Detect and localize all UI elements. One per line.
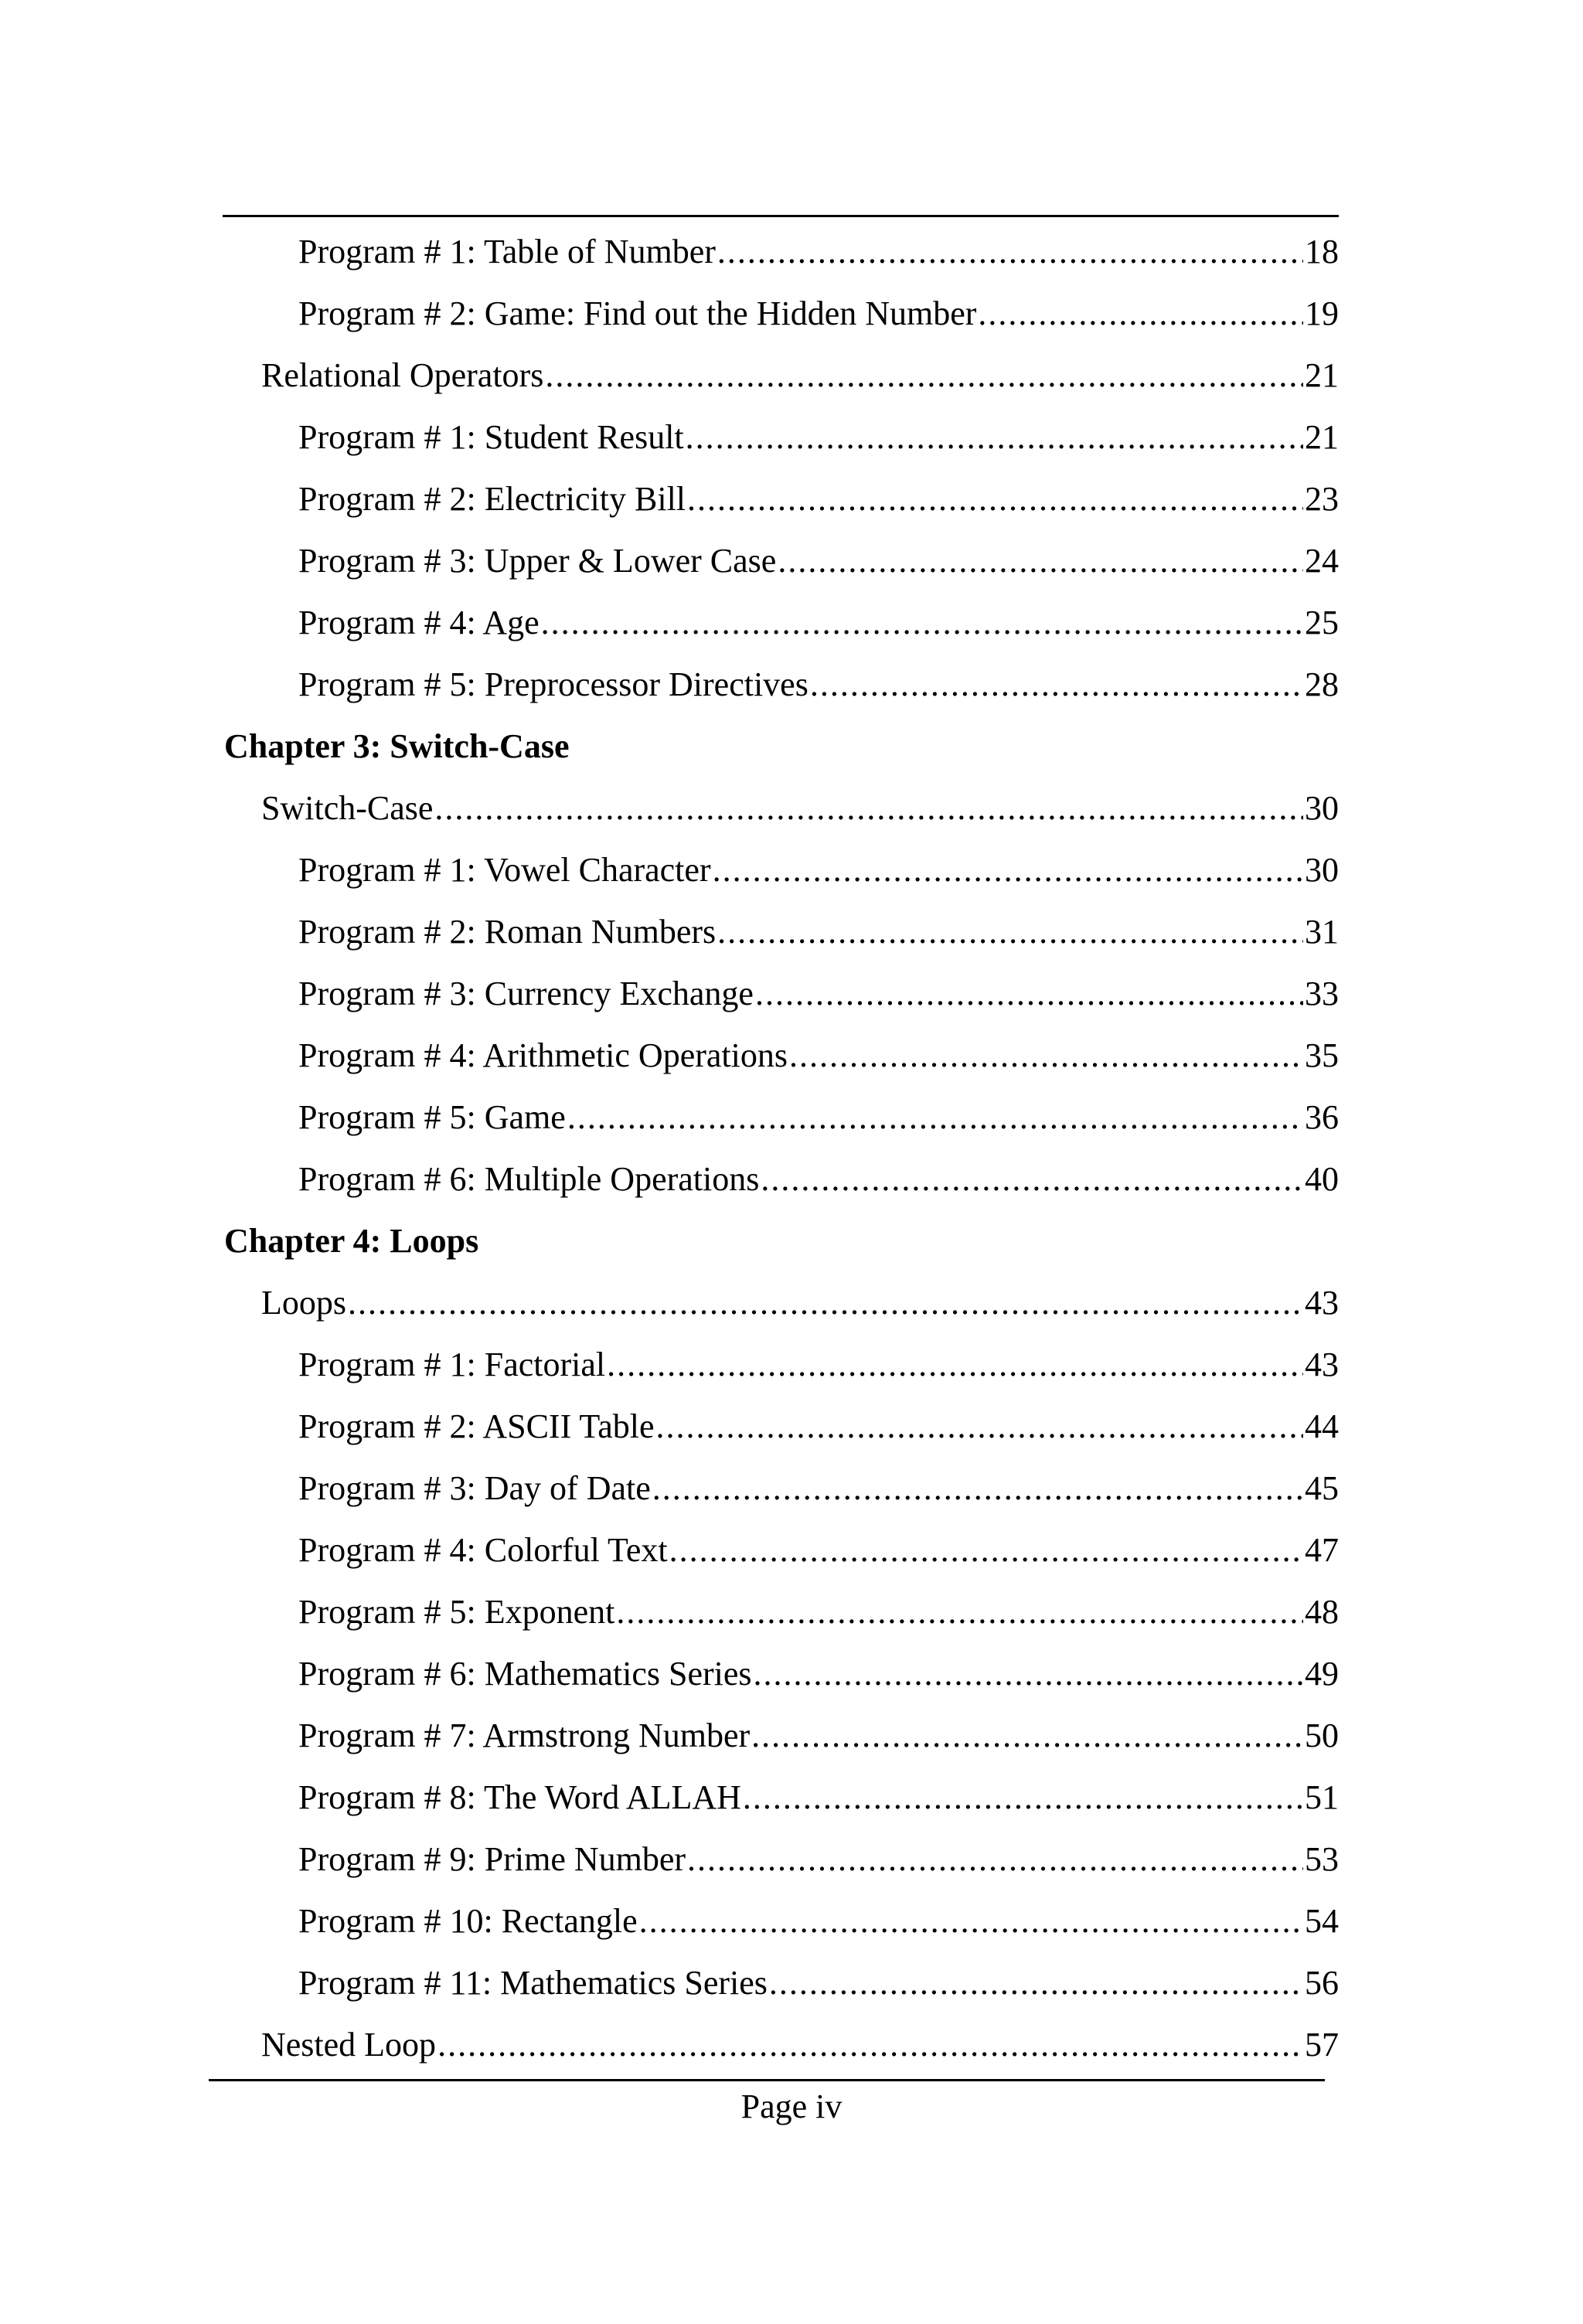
toc-page-number: 33 (1305, 975, 1339, 1012)
toc-entry[interactable] (223, 1643, 1339, 1705)
toc-entry[interactable] (223, 592, 1339, 654)
toc-entry[interactable] (223, 1952, 1339, 2014)
toc-entry[interactable] (223, 530, 1339, 592)
toc-leader-dots (713, 853, 1303, 887)
toc-page-number: 45 (1305, 1469, 1339, 1507)
toc-chapter-heading (223, 716, 1339, 778)
toc-entry-title: Program # 5: Game (298, 1098, 566, 1136)
toc-page-number: 31 (1305, 913, 1339, 951)
toc-leader-dots (717, 235, 1303, 269)
toc-page-number: 30 (1305, 789, 1339, 827)
toc-leader-dots (810, 668, 1303, 702)
toc-entry-title: Program # 6: Multiple Operations (298, 1160, 760, 1198)
toc-entry[interactable] (223, 1890, 1339, 1952)
toc-entry-title: Program # 6: Mathematics Series (298, 1655, 752, 1693)
toc-page-number: 35 (1305, 1036, 1339, 1074)
toc-entry[interactable] (223, 654, 1339, 716)
toc-entry[interactable] (223, 345, 1339, 407)
toc-leader-dots (607, 1348, 1303, 1382)
toc-leader-dots (978, 297, 1303, 331)
page-number-label: Page iv (740, 2087, 843, 2125)
toc-page-number: 53 (1305, 1840, 1339, 1878)
toc-entry[interactable] (223, 1148, 1339, 1210)
toc-entry-title: Program # 2: Roman Numbers (298, 913, 717, 951)
toc-page-number: 56 (1305, 1964, 1339, 2002)
toc-entry[interactable] (223, 1767, 1339, 1829)
toc-leader-dots (437, 2028, 1303, 2062)
toc-page-number: 51 (1305, 1778, 1339, 1816)
toc-entry[interactable] (223, 1705, 1339, 1767)
toc-page-number: 21 (1305, 356, 1339, 394)
toc-entry-title: Program # 8: The Word ALLAH (298, 1778, 741, 1816)
toc-entry-title: Relational Operators (261, 356, 544, 394)
toc-leader-dots (545, 359, 1303, 393)
toc-leader-dots (616, 1595, 1303, 1629)
toc-entry-title: Program # 2: Electricity Bill (298, 480, 686, 518)
toc-leader-dots (789, 1039, 1303, 1073)
toc-entry[interactable] (223, 1458, 1339, 1519)
toc-leader-dots (751, 1719, 1303, 1753)
toc-entry-title: Loops (261, 1284, 346, 1322)
toc-leader-dots (656, 1410, 1303, 1444)
toc-entry-title: Program # 3: Currency Exchange (298, 975, 754, 1012)
toc-page-number: 30 (1305, 851, 1339, 889)
toc-leader-dots (754, 1657, 1303, 1691)
toc-leader-dots (687, 1843, 1303, 1877)
toc-entry-title: Program # 10: Rectangle (298, 1902, 638, 1940)
toc-entry-title: Program # 1: Table of Number (298, 233, 716, 271)
page-number-footer (0, 2079, 1583, 2133)
toc-page-number: 36 (1305, 1098, 1339, 1136)
toc-entry-title: Program # 4: Age (298, 604, 540, 641)
toc-page-number: 21 (1305, 418, 1339, 456)
toc-entry-title: Program # 5: Exponent (298, 1593, 615, 1631)
toc-leader-dots (761, 1162, 1303, 1196)
toc-page-number: 40 (1305, 1160, 1339, 1198)
toc-page-number: 23 (1305, 480, 1339, 518)
toc-leader-dots (541, 606, 1303, 640)
toc-page-number: 49 (1305, 1655, 1339, 1693)
toc-entry-title: Program # 11: Mathematics Series (298, 1964, 768, 2002)
toc-entry-title: Program # 4: Arithmetic Operations (298, 1036, 788, 1074)
toc-page-number: 43 (1305, 1346, 1339, 1383)
toc-page-number: 50 (1305, 1717, 1339, 1754)
toc-entry[interactable] (223, 1087, 1339, 1148)
toc-page-number: 25 (1305, 604, 1339, 641)
toc-entry[interactable] (223, 1272, 1339, 1334)
toc-entry-title: Program # 3: Upper & Lower Case (298, 542, 777, 580)
toc-leader-dots (686, 420, 1303, 454)
toc-entry[interactable] (223, 1581, 1339, 1643)
toc-entry[interactable] (223, 901, 1339, 963)
toc-entry[interactable] (223, 2014, 1339, 2076)
toc-page-number: 48 (1305, 1593, 1339, 1631)
toc-leader-dots (567, 1101, 1303, 1135)
toc-entry-title: Program # 5: Preprocessor Directives (298, 665, 809, 703)
toc-page-number: 54 (1305, 1902, 1339, 1940)
toc-page-number: 57 (1305, 2026, 1339, 2064)
toc-entry-title: Program # 2: ASCII Table (298, 1407, 655, 1445)
chapter-title: Chapter 3: Switch-Case (224, 727, 570, 765)
toc-entry-title: Program # 1: Student Result (298, 418, 684, 456)
toc-entry-title: Program # 1: Vowel Character (298, 851, 711, 889)
toc-entry-title: Program # 4: Colorful Text (298, 1531, 668, 1569)
toc-leader-dots (755, 977, 1303, 1011)
toc-entry[interactable] (223, 1396, 1339, 1458)
toc-entry[interactable] (223, 407, 1339, 468)
toc-entry[interactable] (223, 1519, 1339, 1581)
toc-entry[interactable] (223, 839, 1339, 901)
toc-entry[interactable] (223, 1025, 1339, 1087)
toc-entry[interactable] (223, 1829, 1339, 1890)
toc-entry-title: Program # 7: Armstrong Number (298, 1717, 751, 1754)
table-of-contents (223, 221, 1339, 2076)
toc-page-number: 24 (1305, 542, 1339, 580)
toc-leader-dots (743, 1781, 1303, 1815)
toc-entry-title: Program # 1: Factorial (298, 1346, 606, 1383)
toc-page-number: 19 (1305, 294, 1339, 332)
toc-chapter-heading (223, 1210, 1339, 1272)
toc-page-number: 47 (1305, 1531, 1339, 1569)
chapter-title: Chapter 4: Loops (224, 1222, 479, 1260)
toc-page-number: 18 (1305, 233, 1339, 271)
toc-leader-dots (348, 1286, 1303, 1320)
toc-entry-title: Program # 9: Prime Number (298, 1840, 686, 1878)
toc-leader-dots (639, 1904, 1303, 1938)
toc-leader-dots (669, 1533, 1303, 1567)
toc-page-number: 43 (1305, 1284, 1339, 1322)
toc-leader-dots (687, 482, 1303, 516)
toc-leader-dots (769, 1966, 1303, 2000)
toc-leader-dots (717, 915, 1303, 949)
toc-leader-dots (652, 1472, 1303, 1506)
toc-page-number: 28 (1305, 665, 1339, 703)
toc-entry[interactable] (223, 283, 1339, 345)
toc-entry[interactable] (223, 1334, 1339, 1396)
toc-entry[interactable] (223, 778, 1339, 839)
toc-entry-title: Program # 2: Game: Find out the Hidden Number (298, 294, 977, 332)
toc-entry[interactable] (223, 221, 1339, 283)
toc-entry[interactable] (223, 468, 1339, 530)
toc-entry-title: Nested Loop (261, 2026, 437, 2064)
toc-leader-dots (778, 544, 1303, 578)
toc-entry-title: Program # 3: Day of Date (298, 1469, 651, 1507)
toc-page-number: 44 (1305, 1407, 1339, 1445)
header-rule (223, 215, 1339, 217)
toc-leader-dots (434, 791, 1303, 825)
toc-entry-title: Switch-Case (261, 789, 434, 827)
toc-entry[interactable] (223, 963, 1339, 1025)
